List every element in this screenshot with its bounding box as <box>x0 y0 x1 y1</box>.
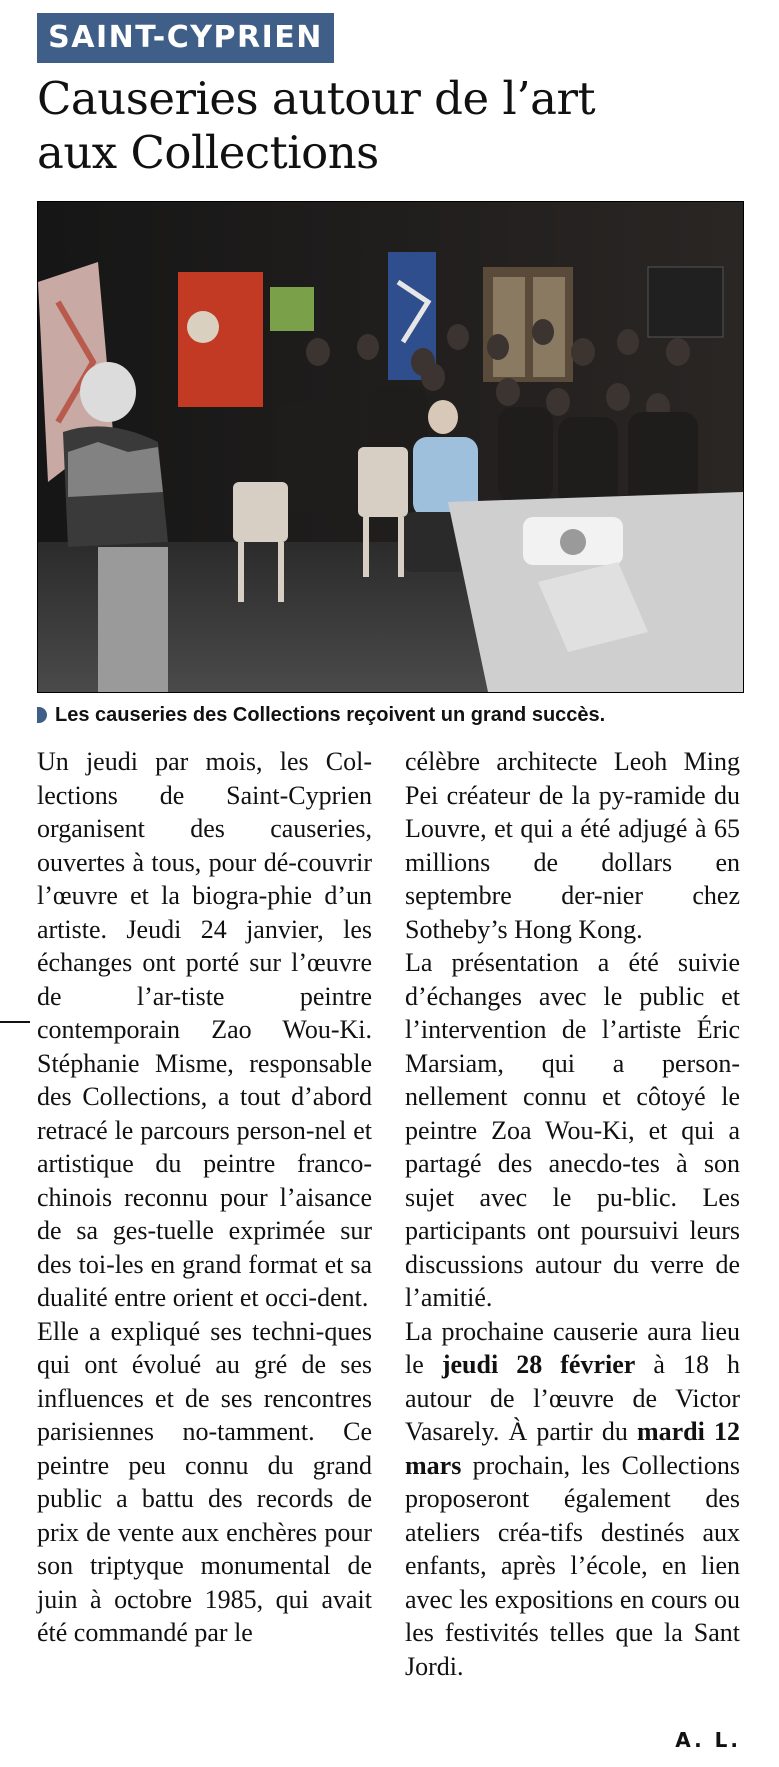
text-line: célèbre architecte Leoh <box>405 747 668 776</box>
info-panel <box>648 267 723 337</box>
text-line: lieu le <box>405 1316 740 1379</box>
text-line: dent. <box>317 1283 369 1312</box>
text-line: Kong. <box>578 914 643 944</box>
text-line: dualité entre orient et occi- <box>37 1283 318 1312</box>
text-line: qui a partagé des anecdo- <box>405 1115 741 1178</box>
text-line: ramide du Louvre, et qui a <box>405 780 741 843</box>
text-line: Éric Marsiam, qui a person- <box>405 1015 740 1078</box>
text-line: après l’école, en lien avec <box>405 1551 741 1614</box>
article-photo <box>37 201 744 693</box>
painting-small <box>270 287 314 331</box>
article-title <box>37 72 757 180</box>
text-line: à <box>635 1350 665 1379</box>
text-line: Ming Pei créateur de la py- <box>405 747 740 810</box>
text-line: franco-chinois reconnu <box>37 1149 373 1212</box>
audience-photo-illustration <box>38 202 743 692</box>
text-line: Un jeudi par mois, les Col- <box>37 747 372 776</box>
paragraph-2-continued <box>405 745 740 946</box>
photo-caption <box>37 702 757 728</box>
text-line: les expositions en cours ou <box>459 1584 741 1614</box>
text-line: tuelle exprimée sur des toi- <box>37 1216 372 1279</box>
text-line: dollars en septembre der- <box>405 847 741 910</box>
article-column-left <box>37 745 372 1650</box>
article-column-right <box>405 745 740 1683</box>
paragraph-1 <box>37 745 372 1315</box>
text-line: pour l’aisance de sa ges- <box>37 1182 373 1245</box>
speaker-head <box>80 362 136 422</box>
title-line-2: aux Collections <box>37 126 379 179</box>
text-line: poursuivi leurs discussions <box>405 1216 741 1279</box>
text-line: nel et artistique du peintre <box>37 1115 372 1178</box>
text-line: Elle a expliqué ses techni- <box>37 1316 325 1346</box>
speaker-trousers <box>98 547 168 692</box>
text-line: autour du verre de l’amitié. <box>405 1249 741 1312</box>
text-line: La prochaine causerie aura <box>405 1316 692 1346</box>
text-line: Zao Wou-Ki. Stéphanie <box>37 1015 372 1078</box>
text-line: rencontres parisiennes no- <box>37 1383 372 1446</box>
bold-date: mardi 12 mars <box>405 1417 740 1480</box>
text-line: les festivités telles que la <box>405 1618 683 1647</box>
caption-marker-icon <box>37 707 47 723</box>
text-line: La présentation a été suivie <box>405 948 740 977</box>
text-line: également des ateliers créa- <box>405 1484 740 1547</box>
text-line: été adjugé à 65 millions de <box>405 814 741 877</box>
painting-red <box>178 272 263 407</box>
text-line: de ses influences et de ses <box>37 1350 372 1413</box>
text-line: avait été commandé par le <box>37 1584 372 1647</box>
text-line: les en grand format et sa <box>114 1249 372 1279</box>
text-line: battu des records de prix <box>37 1484 373 1547</box>
text-line: ouvertes à tous, pour dé- <box>37 847 297 877</box>
text-line: les Collections proposeront <box>405 1450 740 1513</box>
text-line: phie d’un artiste. Jeudi <box>37 881 372 944</box>
text-line: Victor Vasarely. À partir du <box>405 1383 741 1446</box>
text-line: Misme, responsable des <box>37 1048 372 1111</box>
text-line: de juin à octobre 1985, qui <box>37 1551 372 1614</box>
text-line: blic. Les participants ont <box>405 1182 740 1245</box>
text-line: ques qui ont évolué au gré <box>37 1316 372 1379</box>
margin-rule <box>0 1021 30 1023</box>
section-kicker: SAINT-CYPRIEN <box>37 13 334 63</box>
text-line: 18 h autour de l’œuvre de <box>405 1350 741 1413</box>
text-line: tifs destinés aux enfants, <box>405 1517 740 1580</box>
text-line: 24 janvier, les échanges ont <box>37 914 372 977</box>
paragraph-3 <box>405 946 740 1315</box>
text-line: couvrir l’œuvre et la biogra- <box>37 847 372 910</box>
text-line: nier chez Sotheby’s Hong <box>405 881 740 944</box>
text-line: connu du grand public a <box>37 1450 372 1513</box>
text-line: nellement connu et côtoyé <box>405 1082 706 1111</box>
title-line-1: Causeries autour de l’art <box>37 72 596 125</box>
caption-text: Les causeries des Collections reçoivent un grand succès. <box>55 704 606 726</box>
text-line: tes à son sujet avec le pu- <box>405 1149 740 1212</box>
text-line: d’échanges avec le public <box>405 981 705 1011</box>
text-line: Collections, a tout d’abord <box>82 1082 373 1111</box>
text-line: porté sur l’œuvre de l’ar- <box>37 948 372 1011</box>
text-line: tiste peintre contemporain <box>37 981 372 1044</box>
paragraph-2 <box>37 1315 372 1650</box>
author-signature: A. L. <box>675 1728 741 1752</box>
bold-date: jeudi 28 février <box>441 1350 636 1379</box>
text-line: et l’intervention de l’artiste <box>405 981 740 1044</box>
text-line: retracé le parcours person- <box>37 1115 315 1145</box>
text-line: prochain, <box>461 1450 571 1480</box>
text-line: de vente aux enchères pour <box>86 1517 373 1547</box>
text-line: le peintre Zoa Wou-Ki, et <box>405 1082 741 1145</box>
paragraph-4 <box>405 1315 740 1684</box>
text-line: lections de Saint-Cyprien <box>37 780 372 810</box>
text-line: Sant Jordi. <box>405 1618 740 1681</box>
text-line: tamment. Ce peintre peu <box>37 1417 373 1480</box>
text-line: organisent des causeries, <box>37 814 372 843</box>
text-line: son triptyque monumental <box>37 1551 331 1580</box>
